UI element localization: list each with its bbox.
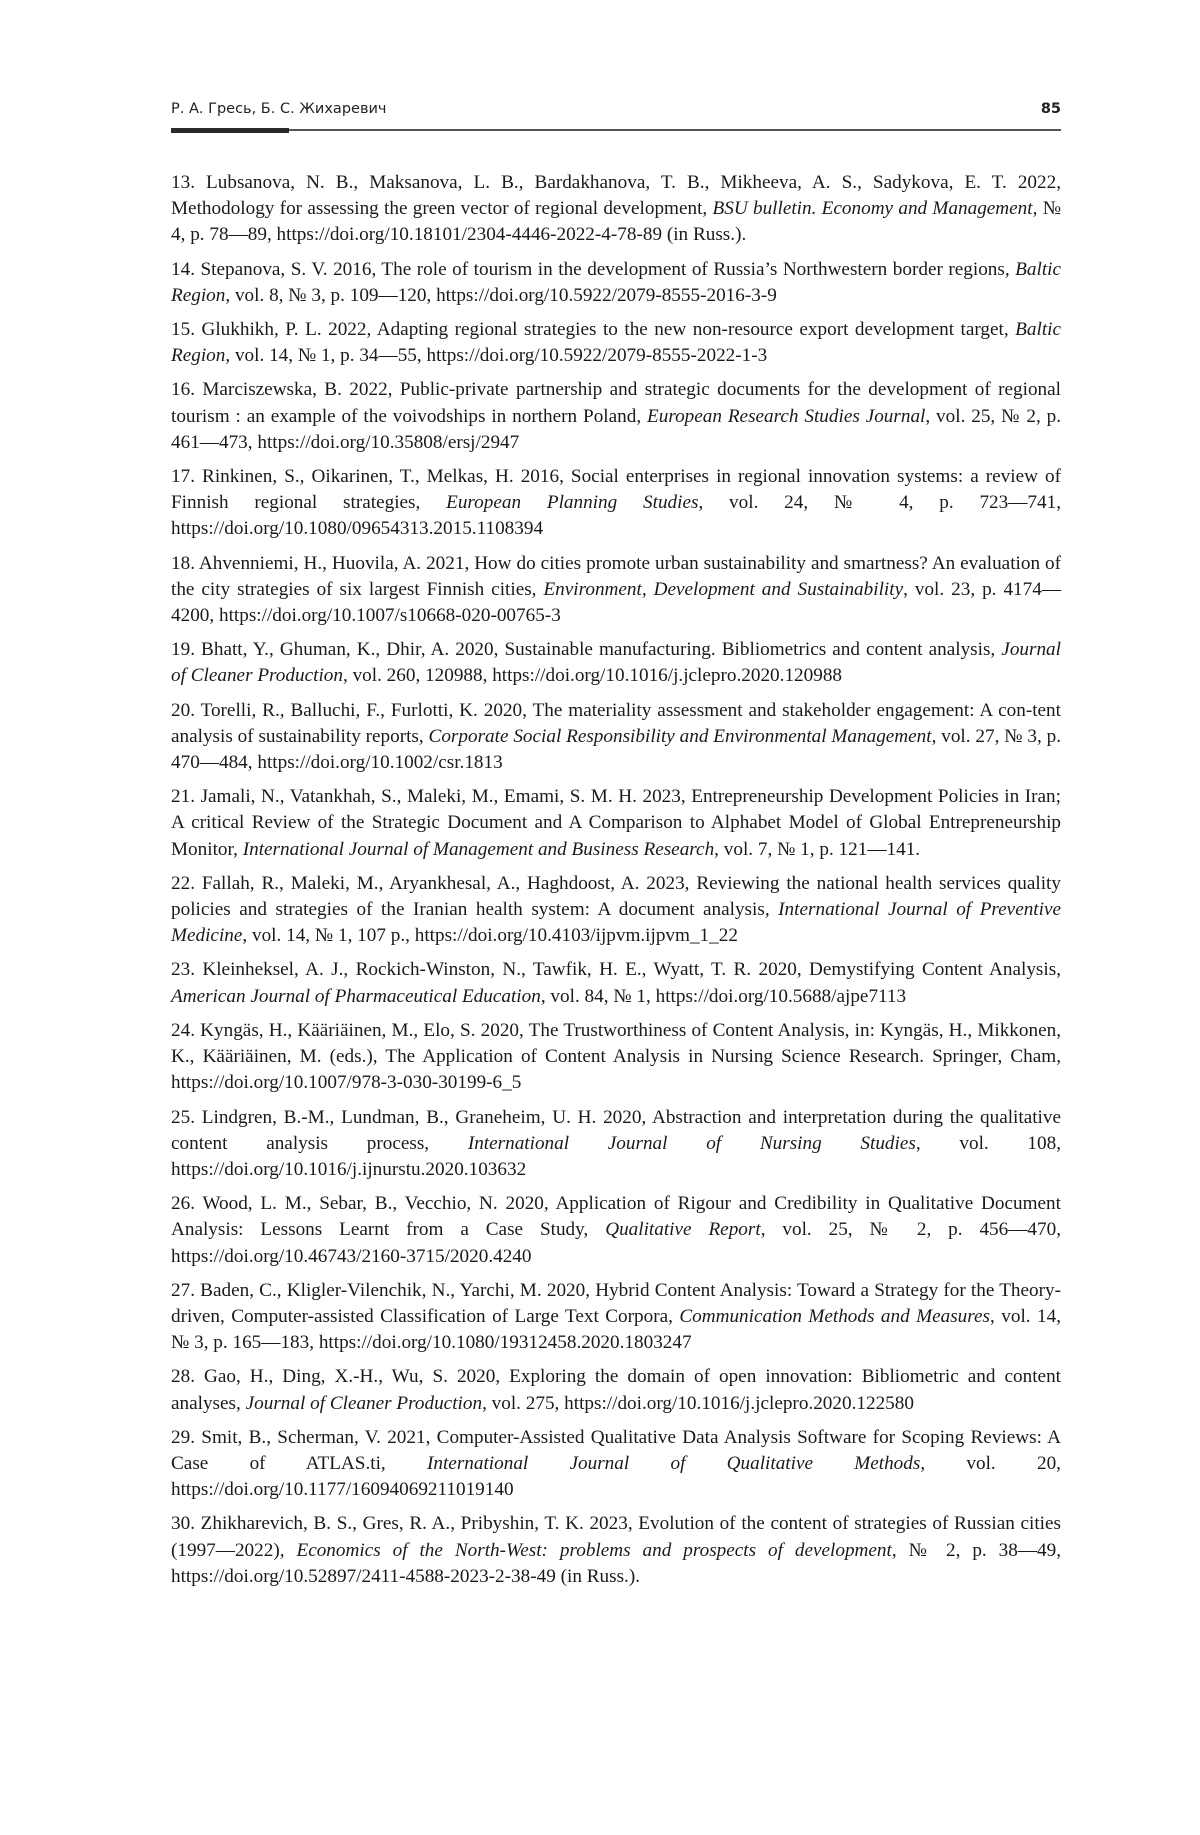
reference-text: Smit, B., Scherman, V. 2021, Computer-Assisted Qualitative Data Analysis Software for Scoping Reviews: A Case of ATLAS.ti, bbox=[171, 1426, 1061, 1474]
reference-source-title: Journal of Cleaner Production bbox=[245, 1392, 483, 1414]
reference-number: 29. bbox=[171, 1426, 195, 1448]
reference-source-title: Baltic Region bbox=[171, 319, 1061, 367]
header-authors: Р. А. Гресь, Б. С. Жихаревич bbox=[171, 101, 387, 117]
reference-source-title: International Journal of Management and Business Research bbox=[242, 838, 715, 860]
reference-source-title: Communication Methods and Measures bbox=[679, 1305, 991, 1327]
reference-text: , vol. 8, № 3, p. 109—120, https://doi.org/10.5922/2079-8555-2016-3-9 bbox=[225, 284, 777, 306]
reference-source-title: International Journal of Preventive Medicine bbox=[171, 899, 1062, 947]
reference-text: Gao, H., Ding, X.-H., Wu, S. 2020, Exploring the domain of open innovation: Bibliometric and content analyses, bbox=[171, 1366, 1061, 1414]
reference-source-title: Baltic Region bbox=[171, 258, 1061, 306]
reference-number: 17. bbox=[171, 466, 195, 488]
reference-text: Jamali, N., Vatankhah, S., Maleki, M., Emami, S. M. H. 2023, Entrepreneurship Development Policies in Iran; A critical Review of the Strategic Document and A Comparison to Alphabet Model of Global Entrepreneurship Monitor, bbox=[171, 786, 1061, 860]
reference-text: Lubsanova, N. B., Maksanova, L. B., Bardakhanova, T. B., Mikheeva, A. S., Sadykova, E. T. 2022, Methodology for assessing the green vector of regional development, bbox=[171, 172, 1061, 220]
reference-text: , vol. 23, p. 4174—4200, https://doi.org/10.1007/s10668-020-00765-3 bbox=[171, 578, 1062, 627]
running-header bbox=[171, 97, 1061, 127]
reference-text: , № 2, p. 38—49, https://doi.org/10.52897/2411-4588-2023-2-38-49 (in Russ.). bbox=[171, 1539, 1062, 1587]
reference-number: 14. bbox=[171, 258, 195, 280]
reference-text: Fallah, R., Maleki, M., Aryankhesal, A., Haghdoost, A. 2023, Reviewing the national health services quality policies and strategies of the Iranian health system: A document analysis, bbox=[171, 872, 1061, 921]
reference-item bbox=[171, 1425, 1061, 1504]
reference-text: , vol. 108, https://doi.org/10.1016/j.ijnurstu.2020.103632 bbox=[171, 1132, 1061, 1180]
reference-number: 16. bbox=[171, 379, 195, 401]
reference-source-title: Economics of the North-West: problems and prospects of development bbox=[296, 1539, 892, 1561]
reference-text: , vol. 27, № 3, p. 470—484, https://doi.org/10.1002/csr.1813 bbox=[171, 725, 1061, 774]
reference-source-title: European Planning Studies bbox=[446, 492, 699, 514]
reference-source-title: International Journal of Nursing Studies bbox=[467, 1132, 916, 1154]
reference-text: Kleinheksel, A. J., Rockich-Winston, N., Tawfik, H. E., Wyatt, T. R. 2020, Demystifying Content Analysis, bbox=[194, 959, 1061, 981]
reference-number: 13. bbox=[171, 172, 195, 193]
reference-item bbox=[171, 1191, 1061, 1270]
reference-item bbox=[171, 551, 1061, 630]
reference-item bbox=[171, 698, 1061, 777]
reference-number: 25. bbox=[171, 1106, 195, 1128]
reference-text: Baden, C., Kligler-Vilenchik, N., Yarchi, M. 2020, Hybrid Content Analysis: Toward a Strategy for the Theory-driven, Computer-assisted Classification of Large Text Corpora, bbox=[171, 1279, 1061, 1327]
reference-item bbox=[171, 170, 1061, 249]
reference-text: , vol. 7, № 1, p. 121—141. bbox=[714, 838, 921, 860]
reference-source-title: Journal of Cleaner Production bbox=[171, 639, 1061, 687]
reference-number: 30. bbox=[171, 1513, 195, 1535]
header-rule-accent bbox=[171, 128, 289, 133]
reference-text: Stepanova, S. V. 2016, The role of tourism in the development of Russia’s Northwestern border regions, bbox=[194, 258, 1016, 280]
reference-item bbox=[171, 464, 1061, 543]
reference-text: , vol. 20, https://doi.org/10.1177/16094069211019140 bbox=[171, 1452, 1061, 1501]
reference-text: , vol. 25, № 2, p. 461—473, https://doi.org/10.35808/ersj/2947 bbox=[171, 405, 1061, 453]
reference-text: , vol. 84, № 1, https://doi.org/10.5688/ajpe7113 bbox=[540, 985, 907, 1007]
reference-item bbox=[171, 871, 1061, 950]
reference-number: 28. bbox=[171, 1366, 195, 1388]
reference-item bbox=[171, 1364, 1061, 1416]
reference-number: 20. bbox=[171, 699, 195, 721]
reference-number: 24. bbox=[171, 1019, 195, 1041]
reference-item bbox=[171, 637, 1061, 689]
reference-text: , № 4, p. 78—89, https://doi.org/10.18101/2304-4446-2022-4-78-89 (in Russ.). bbox=[171, 198, 1062, 246]
reference-text: Glukhikh, P. L. 2022, Adapting regional strategies to the new non-resource export development target, bbox=[194, 319, 1016, 341]
reference-source-title: International Journal of Qualitative Methods bbox=[426, 1452, 921, 1474]
reference-text: Torelli, R., Balluchi, F., Furlotti, K. 2020, Thе materiality assessment and stakeholder engagement: A con-tent analysis of sustainability reports, bbox=[171, 699, 1061, 747]
reference-text: , vol. 24, № 4, p. 723—741, https://doi.org/10.1080/09654313.2015.1108394 bbox=[171, 492, 1061, 540]
reference-number: 27. bbox=[171, 1279, 195, 1301]
reference-source-title: BSU bulletin. Economy and Management bbox=[712, 198, 1033, 220]
reference-number: 26. bbox=[171, 1193, 195, 1215]
reference-text: Wood, L. M., Sebar, B., Vecchio, N. 2020, Application of Rigour and Credibility in Qualitative Document Analysis: Lessons Learnt from a Case Study, bbox=[171, 1193, 1061, 1241]
reference-text: , vol. 25, № 2, p. 456—470, https://doi.org/10.46743/2160-3715/2020.4240 bbox=[171, 1219, 1062, 1267]
reference-item bbox=[171, 784, 1061, 863]
reference-text: , vol. 14, № 1, p. 34—55, https://doi.org/10.5922/2079-8555-2022-1-3 bbox=[225, 345, 768, 367]
reference-text: , vol. 275, https://doi.org/10.1016/j.jclepro.2020.122580 bbox=[482, 1392, 914, 1414]
reference-text: , vol. 260, 120988, https://doi.org/10.1016/j.jclepro.2020.120988 bbox=[342, 665, 843, 687]
reference-number: 21. bbox=[171, 786, 195, 808]
reference-text: Marciszewska, B. 2022, Public-private partnership and strategic documents for the development of regional tourism : an example of the voivodships in northern Poland, bbox=[171, 379, 1061, 427]
reference-item bbox=[171, 317, 1061, 369]
reference-item bbox=[171, 1511, 1061, 1590]
header-rule bbox=[171, 129, 1061, 131]
reference-text: , vol. 14, № 1, 107 p., https://doi.org/10.4103/ijpvm.ijpvm_1_22 bbox=[242, 925, 738, 947]
reference-text: Rinkinen, S., Oikarinen, T., Melkas, H. 2016, Social enterprises in regional innovation systems: a review of Finnish regional strategies, bbox=[171, 466, 1061, 514]
reference-item bbox=[171, 1278, 1061, 1357]
reference-source-title: Qualitative Report bbox=[605, 1219, 761, 1241]
reference-number: 18. bbox=[171, 552, 195, 574]
reference-number: 22. bbox=[171, 872, 195, 894]
reference-source-title: Corporate Social Responsibility and Environmental Management bbox=[428, 725, 932, 747]
reference-text: Lindgren, B.-M., Lundman, B., Graneheim, U. H. 2020, Abstraction and interpretation during the qualitative content analysis process, bbox=[171, 1106, 1061, 1154]
reference-item bbox=[171, 377, 1061, 456]
reference-item bbox=[171, 957, 1061, 1009]
reference-text: Bhatt, Y., Ghuman, K., Dhir, A. 2020, Sustainable manufacturing. Bibliometrics and content analysis, bbox=[194, 639, 1002, 661]
reference-item bbox=[171, 1105, 1061, 1184]
page-number: 85 bbox=[1040, 101, 1061, 117]
reference-text: Zhikharevich, B. S., Gres, R. A., Pribyshin, T. K. 2023, Evolution of the content of strategies of Russian cities (1997—2022), bbox=[171, 1513, 1061, 1561]
reference-text: Kyngäs, H., Kääriäinen, M., Elo, S. 2020, The Trustworthiness of Content Analysis, in: Kyngäs, H., Mikkonen, K., Kääriäinen, M. (eds.), The Application of Content Analysis in Nursing Science Research. Springer, Cham, https://doi.org/10.1007/978-3-030-30199-6_5 bbox=[171, 1019, 1061, 1094]
reference-text: , vol. 14, № 3, p. 165—183, https://doi.org/10.1080/19312458.2020.1803247 bbox=[171, 1305, 1061, 1354]
reference-source-title: American Journal of Pharmaceutical Education bbox=[171, 985, 541, 1007]
reference-item bbox=[171, 257, 1061, 309]
reference-text: Ahvenniemi, H., Huovila, A. 2021, How do cities promote urban sustainability and smartness? An evaluation of the city strategies of six largest Finnish cities, bbox=[171, 552, 1061, 600]
reference-number: 23. bbox=[171, 959, 195, 981]
reference-source-title: European Research Studies Journal bbox=[647, 405, 926, 427]
reference-item bbox=[171, 1018, 1061, 1097]
reference-list bbox=[171, 170, 1061, 1598]
reference-number: 19. bbox=[171, 639, 195, 661]
reference-source-title: Environment, Development and Sustainability bbox=[543, 578, 904, 600]
reference-number: 15. bbox=[171, 319, 195, 341]
